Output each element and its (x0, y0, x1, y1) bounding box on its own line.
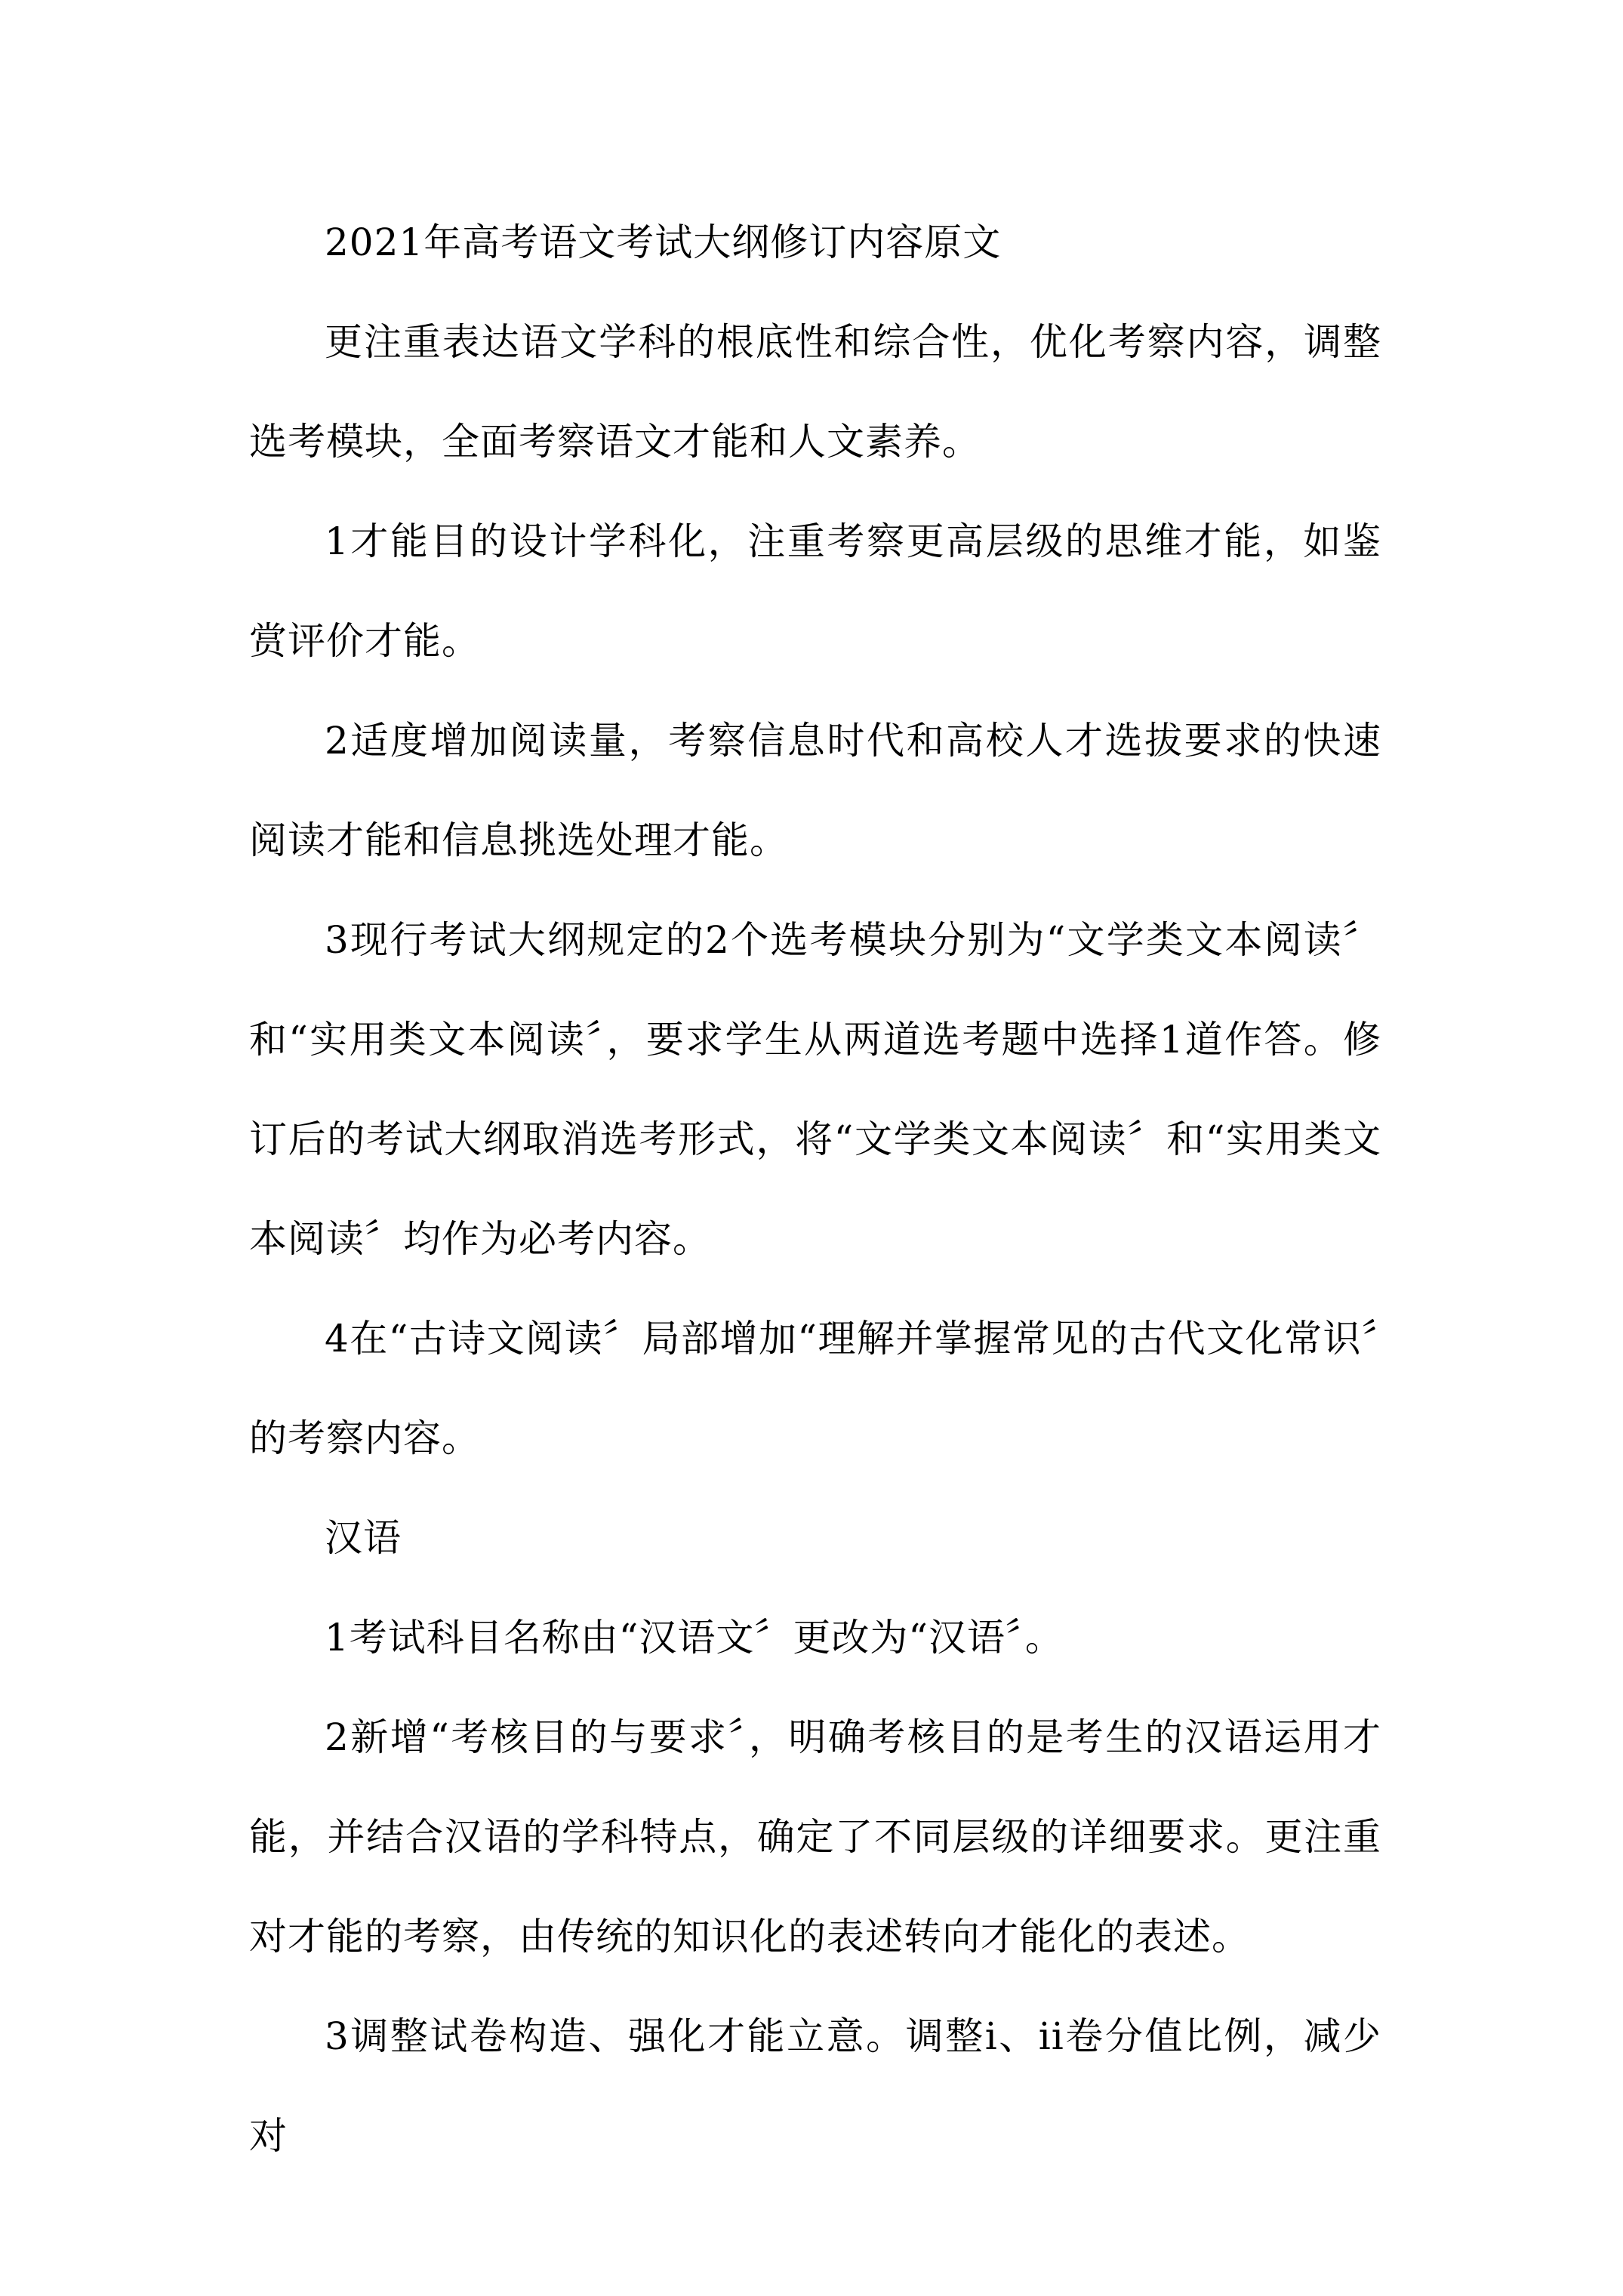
paragraph-item-4: 4在“古诗文阅读〞局部增加“理解并掌握常见的古代文化常识〞的考察内容。 (249, 1317, 1381, 1460)
document-body (249, 193, 1381, 2186)
paragraph-hanyu-1: 1考试科目名称由“汉语文〞更改为“汉语〞。 (325, 1616, 1064, 1660)
paragraph-hanyu-3: 3调整试卷构造、强化才能立意。调整i、ii卷分值比例，减少对 (249, 2014, 1381, 2158)
paragraph-hanyu-2: 2新增“考核目的与要求〞，明确考核目的是考生的汉语运用才能，并结合汉语的学科特点，确定了不同层级的详细要求。更注重对才能的考察，由传统的知识化的表述转向才能化的表述。 (249, 1715, 1381, 1959)
paragraph-intro: 更注重表达语文学科的根底性和综合性，优化考察内容，调整选考模块，全面考察语文才能和人文素养。 (249, 320, 1381, 464)
section-heading-hanyu: 汉语 (325, 1516, 402, 1560)
paragraph-item-2: 2适度增加阅读量，考察信息时代和高校人才选拔要求的快速阅读才能和信息挑选处理才能。 (249, 719, 1381, 862)
paragraph-item-3: 3现行考试大纲规定的2个选考模块分别为“文学类文本阅读〞和“实用类文本阅读〞，要求学生从两道选考题中选择1道作答。修订后的考试大纲取消选考形式，将“文学类文本阅读〞和“实用类文本阅读〞均作为必考内容。 (249, 918, 1381, 1261)
document-title: 2021年高考语文考试大纲修订内容原文 (325, 220, 1002, 264)
paragraph-item-1: 1才能目的设计学科化，注重考察更高层级的思维才能，如鉴赏评价才能。 (249, 519, 1381, 663)
